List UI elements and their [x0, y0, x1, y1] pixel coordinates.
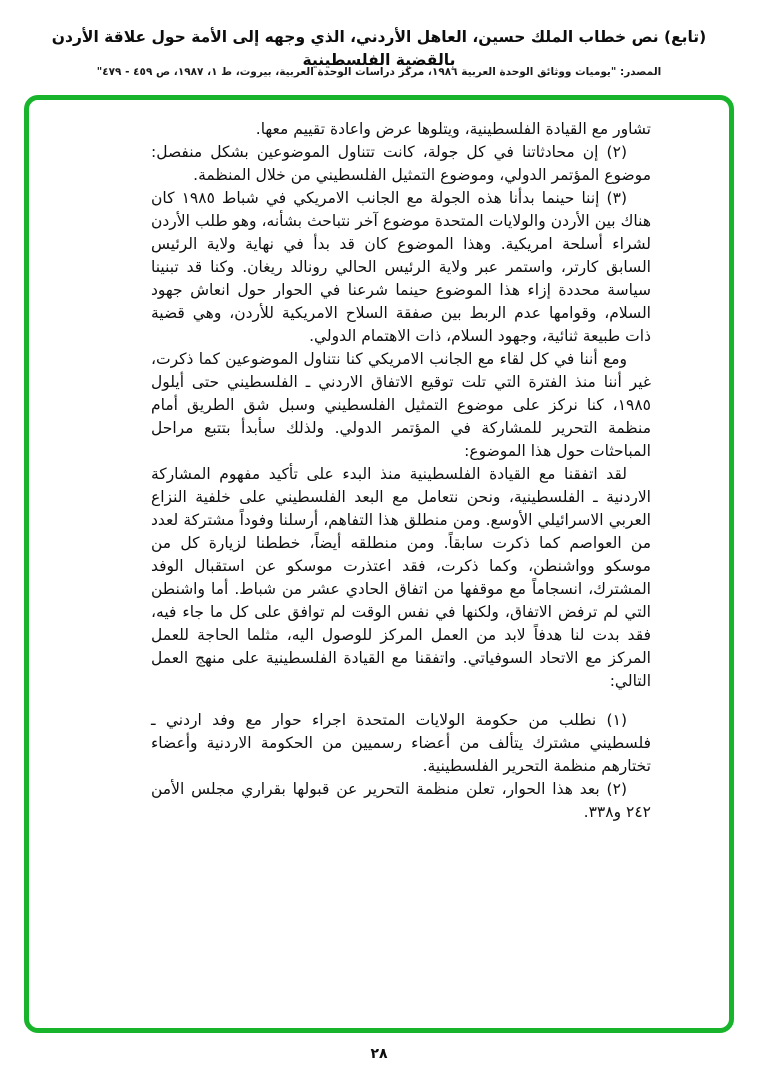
- body-paragraph: (١) نطلب من حكومة الولايات المتحدة اجراء حوار مع وفد اردني ـ فلسطيني مشترك يتألف من أعضاء رسميين من الحكومة الاردنية وأعضاء تختارهم منظمة التحرير الفلسطينية.: [151, 711, 651, 775]
- body-paragraph: ومع أننا في كل لقاء مع الجانب الامريكي كنا نتناول الموضوعين كما ذكرت، غير أننا منذ الفترة التي تلت توقيع الاتفاق الاردني ـ الفلسطيني حتى أيلول ١٩٨٥، كنا نركز على موضوع التمثيل الفلسطيني وسبل شق الطريق أمام منظمة التحرير للمشاركة في المؤتمر الدولي. ولذلك سأبدأ بتتبع مراحل المباحثات حول هذا الموضوع:: [151, 350, 651, 460]
- document-title: (تابع) نص خطاب الملك حسين، العاهل الأردني، الذي وجهه إلى الأمة حول علاقة الأردن بالقضية الفلسطينية: [51, 28, 707, 70]
- source-citation-line: المصدر: "يوميات ووثائق الوحدة العربية ١٩٨٦، مركز دراسات الوحدة العربية، بيروت، ط ١، ١٩٨٧، ص ٤٥٩ - ٤٧٩": [96, 66, 662, 78]
- body-paragraph: (٢) إن محادثاتنا في كل جولة، كانت تتناول الموضوعين بشكل منفصل: موضوع المؤتمر الدولي، وموضوع التمثيل الفلسطيني من خلال المنظمة.: [151, 143, 651, 184]
- body-paragraph: (٢) بعد هذا الحوار، تعلن منظمة التحرير عن قبولها بقراري مجلس الأمن ٢٤٢ و٣٣٨.: [151, 780, 651, 821]
- body-paragraph: لقد اتفقنا مع القيادة الفلسطينية منذ البدء على تأكيد مفهوم المشاركة الاردنية ـ الفلسطينية، ونحن نتعامل مع البعد الفلسطيني على خلفية النزاع العربي الاسرائيلي الأوسع. ومن منطلق هذا التفاهم، أرسلنا وفوداً مشتركة لعدد من العواصم كما ذكرت سابقاً. ومن منطلقه أيضاً، خططنا لزيارة كل من موسكو وواشنطن، وكما ذكرت، فقد اعتذرت موسكو عن استقبال الوفد المشترك، انسجاماً مع موقفها من اتفاق الحادي عشر من شباط. أما واشنطن التي لم ترفض الاتفاق، ولكنها في نفس الوقت لم توافق على كل ما جاء فيه، فقد بدت لنا هدفاً لابد من العمل المركز للوصول اليه، مثلما الحاجة للعمل المركز مع الاتحاد السوفياتي. واتفقنا مع القيادة الفلسطينية على منهج العمل التالي:: [151, 465, 651, 690]
- body-text-column: [151, 118, 651, 824]
- green-content-frame: [24, 95, 734, 1033]
- body-paragraph: (٣) إننا حينما بدأنا هذه الجولة مع الجانب الامريكي في شباط ١٩٨٥ كان هناك بين الأردن والولايات المتحدة موضوع آخر نتباحث بشأنه، وهو طلب الأردن لشراء أسلحة امريكية. وهذا الموضوع كان قد بدأ في نهاية ولاية الرئيس السابق كارتر، واستمر عبر ولاية الرئيس الحالي رونالد ريغان. وكنا قد تبنينا سياسة محددة إزاء هذا الموضوع حينما شرعنا في الحوار حول انعاش جهود السلام، وقوامها عدم الربط بين صفقة السلاح الامريكية للأردن، وهي قضية ذات طبيعة ثنائية، وجهود السلام، ذات الاهتمام الدولي.: [151, 189, 651, 345]
- body-paragraph: تشاور مع القيادة الفلسطينية، ويتلوها عرض واعادة تقييم معها.: [255, 120, 651, 138]
- page-number: ٢٨: [370, 1046, 388, 1062]
